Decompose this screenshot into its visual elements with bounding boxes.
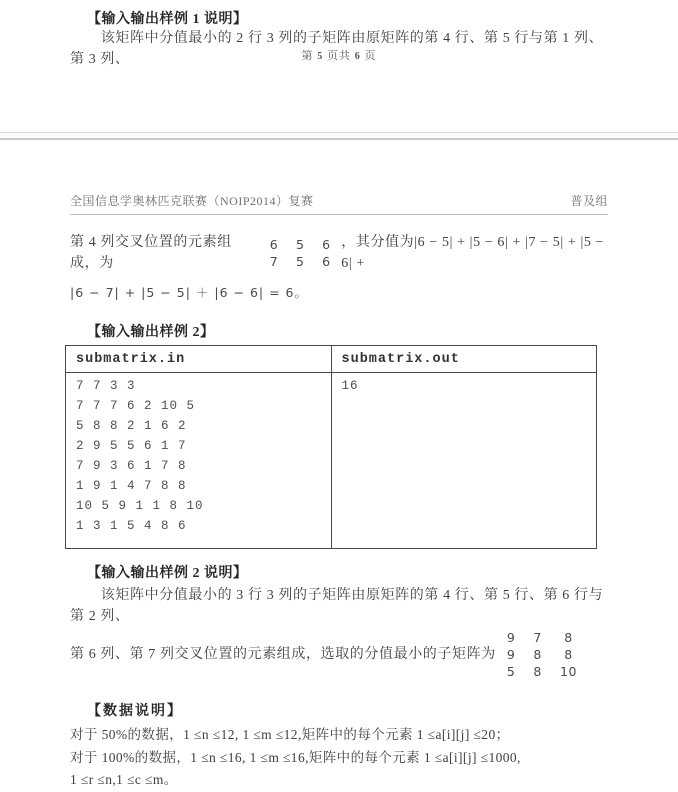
sample2-note-line2-text: 第 6 列、第 7 列交叉位置的元素组成，选取的分值最小的子矩阵为 xyxy=(70,647,496,662)
sample2-note-heading: 【输入输出样例 2 说明】 xyxy=(87,566,248,581)
matrix-cell: 9 xyxy=(506,647,516,662)
page-separator xyxy=(0,133,678,140)
page-5-fragment xyxy=(0,0,678,133)
input-line: 7 7 7 6 2 10 5 xyxy=(76,399,196,413)
matrix-cell: 6 xyxy=(269,237,278,252)
page-6 xyxy=(0,140,678,787)
input-line: 7 7 3 3 xyxy=(76,379,136,393)
io-table-header-output: submatrix.out xyxy=(331,346,597,373)
io-table-input-cell xyxy=(66,373,332,549)
matrix-cell: 6 xyxy=(322,237,331,252)
matrix-cell: 8 xyxy=(533,647,542,662)
header-division: 普及组 xyxy=(570,194,608,208)
sample2-heading: 【输入输出样例 2】 xyxy=(87,325,215,340)
input-line: 10 5 9 1 1 8 10 xyxy=(76,499,204,513)
formula-text-before: 第 4 列交叉位置的元素组成，为 xyxy=(70,235,232,271)
matrix-cell: 5 xyxy=(295,237,305,252)
sample1-note-heading: 【输入输出样例 1 说明】 xyxy=(87,12,248,27)
data-note-line3: 1 ≤r ≤n,1 ≤c ≤m。 xyxy=(70,772,178,787)
input-line: 7 9 3 6 1 7 8 xyxy=(76,459,187,473)
matrix-cell: 6 xyxy=(322,254,331,269)
sample2-note-line2 xyxy=(70,629,608,680)
matrix-cell: 8 xyxy=(564,647,573,662)
data-note-line1: 对于 50%的数据，1 ≤n ≤12, 1 ≤m ≤12,矩阵中的每个元素 1 ≤a[i][j] ≤20； xyxy=(70,727,510,742)
input-line: 1 9 1 4 7 8 8 xyxy=(76,479,187,493)
formula-paragraph xyxy=(70,232,608,303)
running-header xyxy=(70,140,608,215)
input-line: 5 8 8 2 1 6 2 xyxy=(76,419,187,433)
sample2-note-line1: 该矩阵中分值最小的 3 行 3 列的子矩阵由原矩阵的第 4 行、第 5 行、第 6 行与第 2 列、 xyxy=(70,588,604,624)
page-footer xyxy=(0,47,678,63)
footer-total-pages: 6 xyxy=(354,51,361,62)
header-contest-title: 全国信息学奥林匹克联赛（NOIP2014）复赛 xyxy=(70,194,314,208)
footer-seg: 第 xyxy=(301,50,318,62)
matrix-cell: 5 xyxy=(295,254,305,269)
footer-seg: 页共 xyxy=(323,50,355,62)
footer-page-number: 5 xyxy=(317,51,324,62)
formula-line-2: |6 − 7| + |5 − 5| ＋ |6 − 6| = 6。 xyxy=(70,285,308,300)
footer-seg: 页 xyxy=(360,50,377,62)
submatrix-2x3 xyxy=(261,236,339,270)
submatrix-3x3 xyxy=(498,629,586,680)
formula-line-1 xyxy=(70,232,608,274)
sample2-io-table xyxy=(65,345,597,549)
sample1-note-line: 该矩阵中分值最小的 2 行 3 列的子矩阵由原矩阵的第 4 行、第 5 行与第 1 列、第 3 列、 xyxy=(70,31,604,67)
matrix-cell: 10 xyxy=(559,664,578,679)
matrix-cell: 7 xyxy=(269,254,278,269)
matrix-cell: 9 xyxy=(506,630,516,645)
io-table-header-input: submatrix.in xyxy=(66,346,332,373)
matrix-cell: 8 xyxy=(533,664,542,679)
data-note-block xyxy=(70,724,608,792)
io-table-output-cell xyxy=(331,373,597,549)
matrix-cell: 7 xyxy=(533,630,542,645)
matrix-cell: 5 xyxy=(506,664,516,679)
data-note-heading: 【数据说明】 xyxy=(87,704,183,719)
matrix-cell: 8 xyxy=(564,630,573,645)
input-line: 2 9 5 5 6 1 7 xyxy=(76,439,187,453)
data-note-line2: 对于 100%的数据，1 ≤n ≤16, 1 ≤m ≤16,矩阵中的每个元素 1 ≤a[i][j] ≤1000, xyxy=(70,749,521,765)
formula-text-after: ，其分值为|6 − 5| + |5 − 6| + |7 − 5| + |5 − 6| + xyxy=(341,235,605,271)
input-line: 1 3 1 5 4 8 6 xyxy=(76,519,187,533)
output-line: 16 xyxy=(341,379,359,393)
